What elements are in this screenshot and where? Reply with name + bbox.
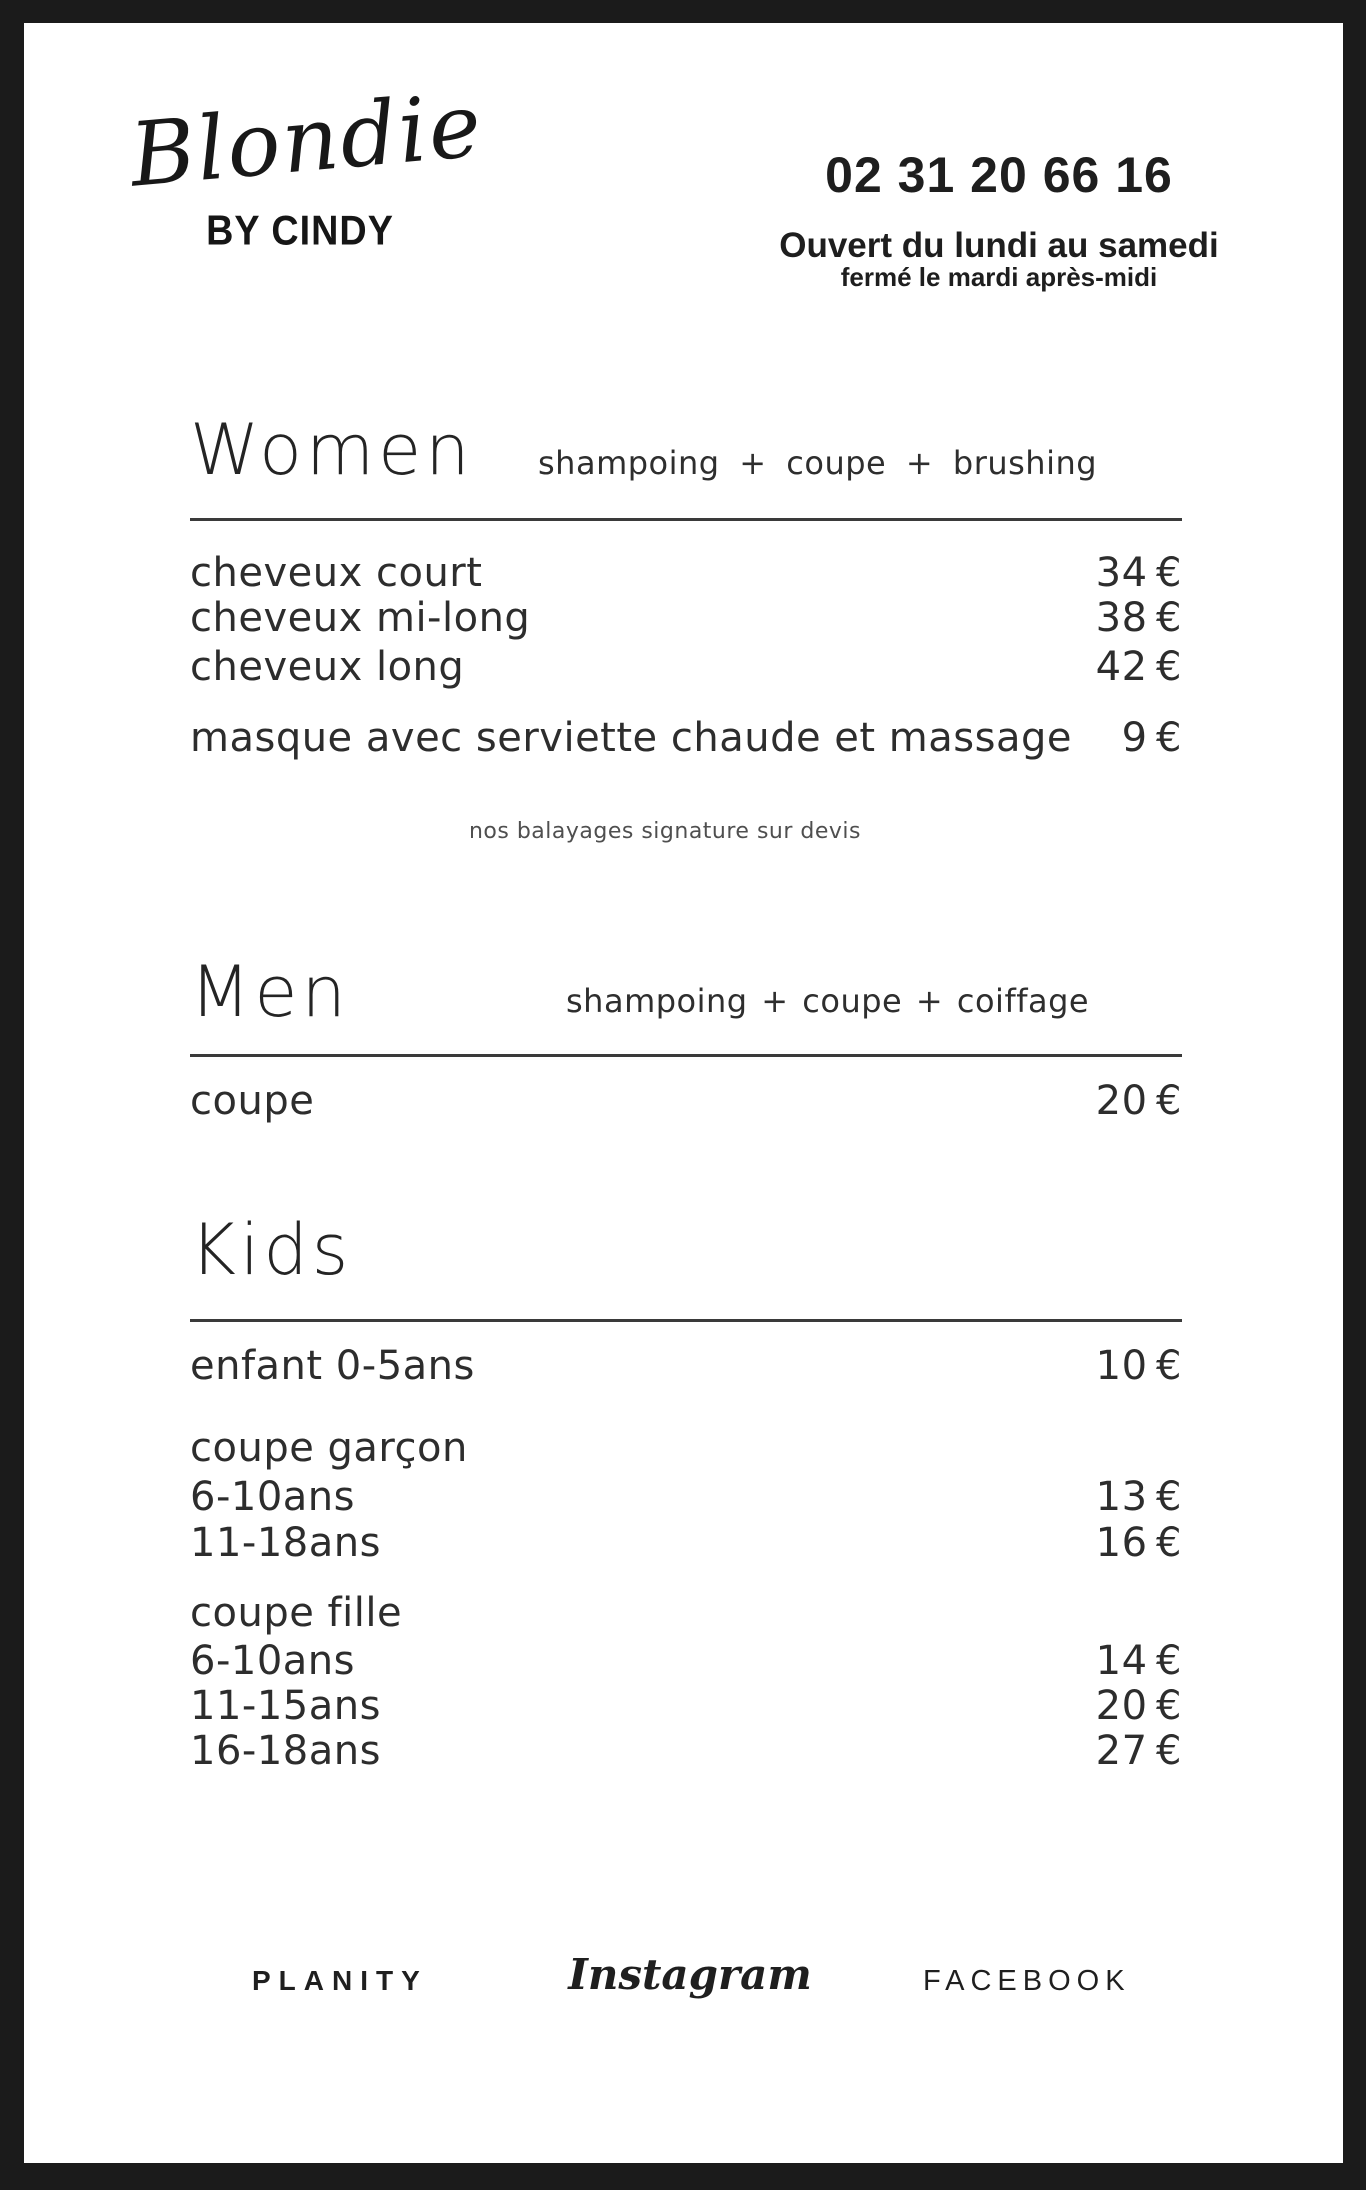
- item-price: 20 €: [1095, 1683, 1182, 1729]
- menu-row: [190, 551, 1182, 595]
- menu-row: [190, 645, 1182, 689]
- menu-row: [190, 716, 1182, 760]
- closed-note: fermé le mardi après-midi: [840, 262, 1158, 292]
- opening-hours: Ouvert du lundi au samedi: [779, 226, 1219, 265]
- section-title-kids: Kids: [190, 1209, 353, 1291]
- menu-subgroup-label: [190, 1426, 1182, 1470]
- item-label: coupe fille: [190, 1590, 403, 1636]
- item-price: 27 €: [1095, 1728, 1182, 1774]
- item-price: 14 €: [1095, 1638, 1182, 1684]
- item-label: 16-18ans: [190, 1728, 381, 1774]
- menu-row: [190, 1521, 1182, 1565]
- item-label: cheveux long: [190, 644, 465, 690]
- planity-wordmark: PLANITY: [252, 1965, 428, 1996]
- menu-subgroup-label: [190, 1591, 1182, 1635]
- item-price: 42 €: [1095, 644, 1182, 690]
- section-subtitle-women: shampoing + coupe + brushing: [538, 444, 1098, 482]
- item-label: masque avec serviette chaude et massage: [190, 715, 1072, 761]
- section-subtitle-men: shampoing + coupe + coiffage: [566, 982, 1090, 1020]
- menu-row: [190, 1639, 1182, 1683]
- item-label: 6-10ans: [190, 1638, 355, 1684]
- brand-byline: BY CINDY: [206, 207, 394, 254]
- item-label: 6-10ans: [190, 1474, 355, 1520]
- divider-women: [190, 518, 1182, 521]
- menu-row: [190, 1684, 1182, 1728]
- brand-logo: [126, 73, 487, 254]
- item-price: 38 €: [1095, 595, 1182, 641]
- menu-row: [190, 596, 1182, 640]
- item-label: 11-18ans: [190, 1520, 381, 1566]
- menu-row: [190, 1344, 1182, 1388]
- item-label: coupe garçon: [190, 1425, 468, 1471]
- menu-row: [190, 1475, 1182, 1519]
- instagram-wordmark: Instagram: [568, 1950, 812, 1999]
- brand-name-script: Blondie: [126, 73, 487, 207]
- item-label: enfant 0-5ans: [190, 1343, 475, 1389]
- item-price: 10 €: [1095, 1343, 1182, 1389]
- item-price: 13 €: [1095, 1474, 1182, 1520]
- item-price: 16 €: [1095, 1520, 1182, 1566]
- divider-kids: [190, 1319, 1182, 1322]
- menu-row: [190, 1079, 1182, 1123]
- item-price: 20 €: [1095, 1078, 1182, 1124]
- menu-row: [190, 1729, 1182, 1773]
- item-label: cheveux mi-long: [190, 595, 531, 641]
- item-label: coupe: [190, 1078, 315, 1124]
- section-title-men: Men: [190, 951, 350, 1033]
- item-price: 34 €: [1095, 550, 1182, 596]
- balayage-note: nos balayages signature sur devis: [468, 819, 861, 844]
- item-label: cheveux court: [190, 550, 483, 596]
- divider-men: [190, 1054, 1182, 1057]
- item-label: 11-15ans: [190, 1683, 381, 1729]
- phone-number: 02 31 20 66 16: [825, 147, 1173, 203]
- section-title-women: Women: [190, 409, 474, 491]
- item-price: 9 €: [1121, 715, 1182, 761]
- facebook-wordmark: FACEBOOK: [923, 1965, 1131, 1997]
